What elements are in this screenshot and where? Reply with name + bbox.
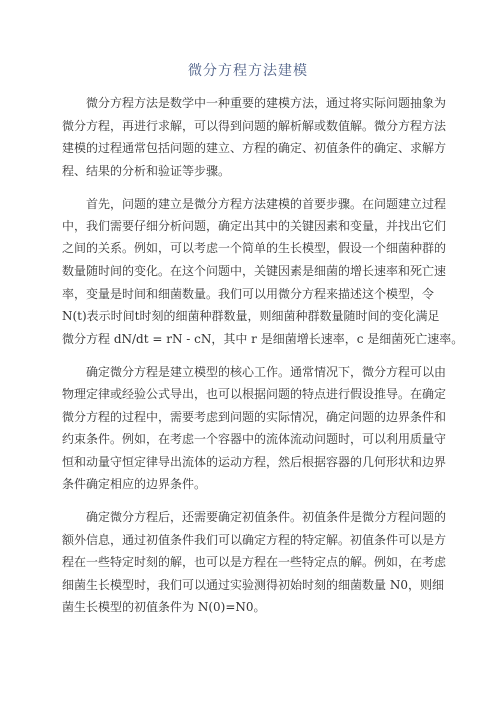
paragraph-2-line-5: 率，变量是时间和细菌数量。我们可以用微分方程来描述这个模型，令 xyxy=(62,287,435,301)
paragraph-2-line-2: 中，我们需要仔细分析问题，确定出其中的关键因素和变量，并找出它们 xyxy=(62,219,447,233)
paragraph-1-line-4: 程、结果的分析和验证等步骤。 xyxy=(62,164,231,178)
paragraph-3-line-6: 条件确定相应的边界条件。 xyxy=(62,477,207,491)
paragraph-2-line-6: N(t)表示时间t时刻的细菌种群数量，则细菌种群数量随时间的变化满足 xyxy=(62,309,440,323)
paragraph-1-line-1: 微分方程方法是数学中一种重要的建模方法，通过将实际问题抽象为 xyxy=(86,96,447,110)
paragraph-2-line-4: 数量随时间的变化。在这个问题中，关键因素是细菌的增长速率和死亡速 xyxy=(62,264,447,278)
paragraph-4-line-4: 细菌生长模型时，我们可以通过实验测得初始时刻的细菌数量 N0，则细 xyxy=(62,578,444,592)
paragraph-1-line-3: 建模的过程通常包括问题的建立、方程的确定、初值条件的确定、求解方 xyxy=(62,141,447,155)
paragraph-4-line-1: 确定微分方程后，还需要确定初值条件。初值条件是微分方程问题的 xyxy=(86,510,447,524)
paragraph-3-line-5: 恒和动量守恒定律导出流体的运动方程，然后根据容器的几何形状和边界 xyxy=(62,455,447,469)
paragraph-3-line-3: 微分方程的过程中，需要考虑到问题的实际情况，确定问题的边界条件和 xyxy=(62,410,447,424)
paragraph-4-line-5: 菌生长模型的初值条件为 N(0)=N0。 xyxy=(62,600,266,614)
paragraph-2-line-3: 之间的关系。例如，可以考虑一个简单的生长模型，假设一个细菌种群的 xyxy=(62,241,447,255)
paragraph-3-line-1: 确定微分方程是建立模型的核心工作。通常情况下，微分方程可以由 xyxy=(86,365,447,379)
paragraph-4-line-3: 程在一些特定时刻的解，也可以是方程在一些特定点的解。例如，在考虑 xyxy=(62,555,447,569)
document-title: 微分方程方法建模 xyxy=(188,63,308,79)
paragraph-3-line-2: 物理定律或经验公式导出，也可以根据问题的特点进行假设推导。在确定 xyxy=(62,387,447,401)
paragraph-1-line-2: 微分方程，再进行求解，可以得到问题的解析解或数值解。微分方程方法 xyxy=(62,119,447,133)
paragraph-4-line-2: 额外信息，通过初值条件我们可以确定方程的特定解。初值条件可以是方 xyxy=(62,533,447,547)
paragraph-3-line-4: 约束条件。例如，在考虑一个容器中的流体流动问题时，可以利用质量守 xyxy=(62,432,447,446)
paragraph-2-line-1: 首先，问题的建立是微分方程方法建模的首要步骤。在问题建立过程 xyxy=(86,197,447,211)
paragraph-2-line-7: 微分方程 dN/dt = rN - cN，其中 r 是细菌增长速率，c 是细菌死亡速率。 xyxy=(62,332,464,346)
